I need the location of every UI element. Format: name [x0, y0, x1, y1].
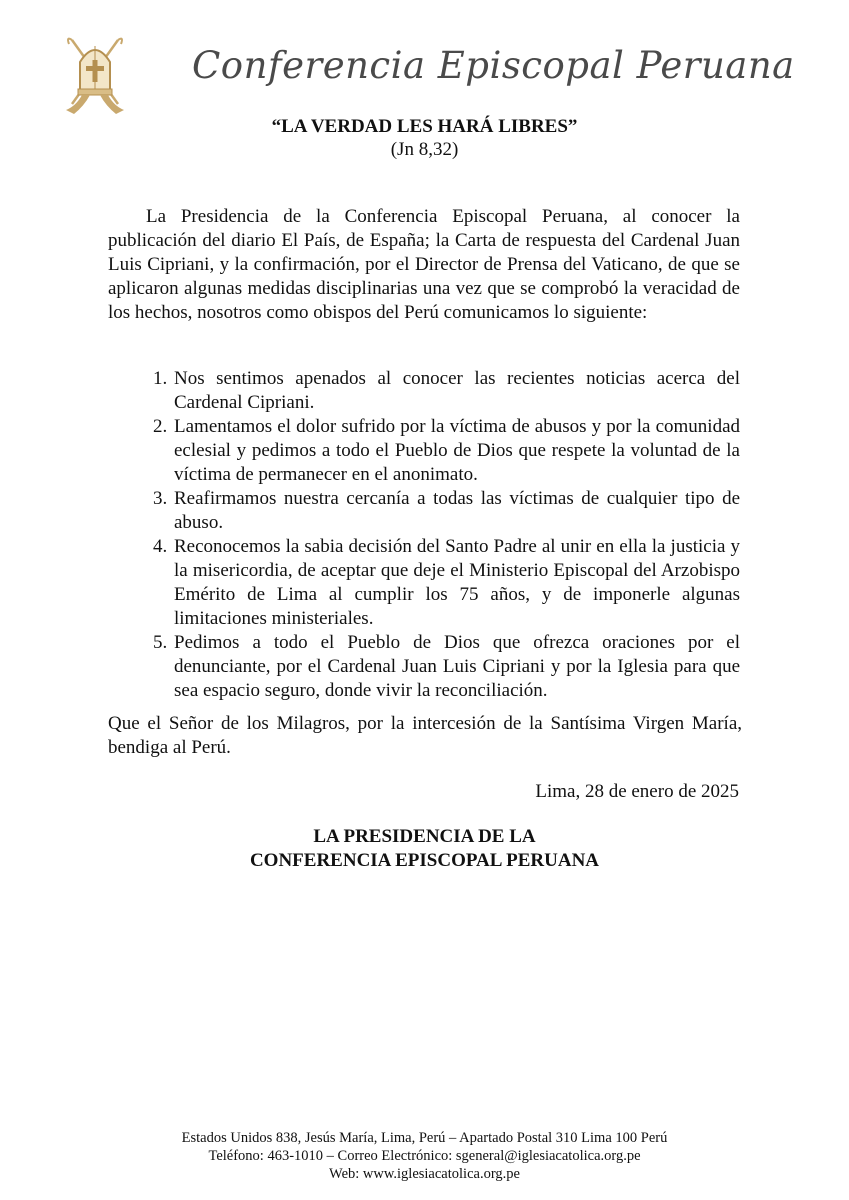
footer [0, 1129, 849, 1183]
signature-block [0, 825, 849, 873]
footer-contact: Teléfono: 463-1010 – Correo Electrónico: sgeneral@iglesiacatolica.org.pe [208, 1148, 641, 1164]
list-item: 4. Reconocemos la sabia decisión del Santo Padre al unir en ella la justicia y la misericordia, de aceptar que deje el Ministerio Episcopal del Arzobispo Emérito de Lima al cumplir los 75 años, y de imponerle algunas limitaciones ministeriales. [172, 535, 740, 631]
organization-name: Conferencia Episcopal Peruana [192, 44, 795, 87]
list-item: 1. Nos sentimos apenados al conocer las recientes noticias acerca del Cardenal Cipriani. [172, 367, 740, 415]
bible-citation: (Jn 8,32) [390, 139, 459, 160]
signature-line: CONFERENCIA EPISCOPAL PERUANA [249, 850, 600, 871]
letterhead [62, 32, 802, 118]
date-line: Lima, 28 de enero de 2025 [535, 781, 739, 802]
intro-paragraph: La Presidencia de la Conferencia Episcopal Peruana, al conocer la publicación del diario El País, de España; la Carta de respuesta del Cardenal Juan Luis Cipriani, y la confirmación, por el Director de Prensa del Vaticano, de que se aplicaron algunas medidas disciplinarias una vez que se comprobó la veracidad de los hechos, nosotros como obispos del Perú comunicamos lo siguiente: [108, 206, 740, 323]
points-list [108, 367, 740, 703]
closing-paragraph: Que el Señor de los Milagros, por la intercesión de la Santísima Virgen María, bendiga al Perú. [108, 713, 742, 758]
bishop-mitre-icon [64, 34, 126, 116]
list-item: 3. Reafirmamos nuestra cercanía a todas las víctimas de cualquier tipo de abuso. [172, 487, 740, 535]
motto-heading: “LA VERDAD LES HARÁ LIBRES” [271, 116, 578, 137]
footer-web: Web: www.iglesiacatolica.org.pe [329, 1166, 520, 1182]
list-item: 5. Pedimos a todo el Pueblo de Dios que ofrezca oraciones por el denunciante, por el Cardenal Juan Luis Cipriani y por la Iglesia para que sea espacio seguro, donde vivir la reconciliación. [172, 631, 740, 703]
list-item: 2. Lamentamos el dolor sufrido por la víctima de abusos y por la comunidad eclesial y pedimos a todo el Pueblo de Dios que respete la voluntad de la víctima de permanecer en el anonimato. [172, 415, 740, 487]
footer-address: Estados Unidos 838, Jesús María, Lima, Perú – Apartado Postal 310 Lima 100 Perú [181, 1130, 668, 1146]
signature-line: LA PRESIDENCIA DE LA [313, 826, 536, 847]
